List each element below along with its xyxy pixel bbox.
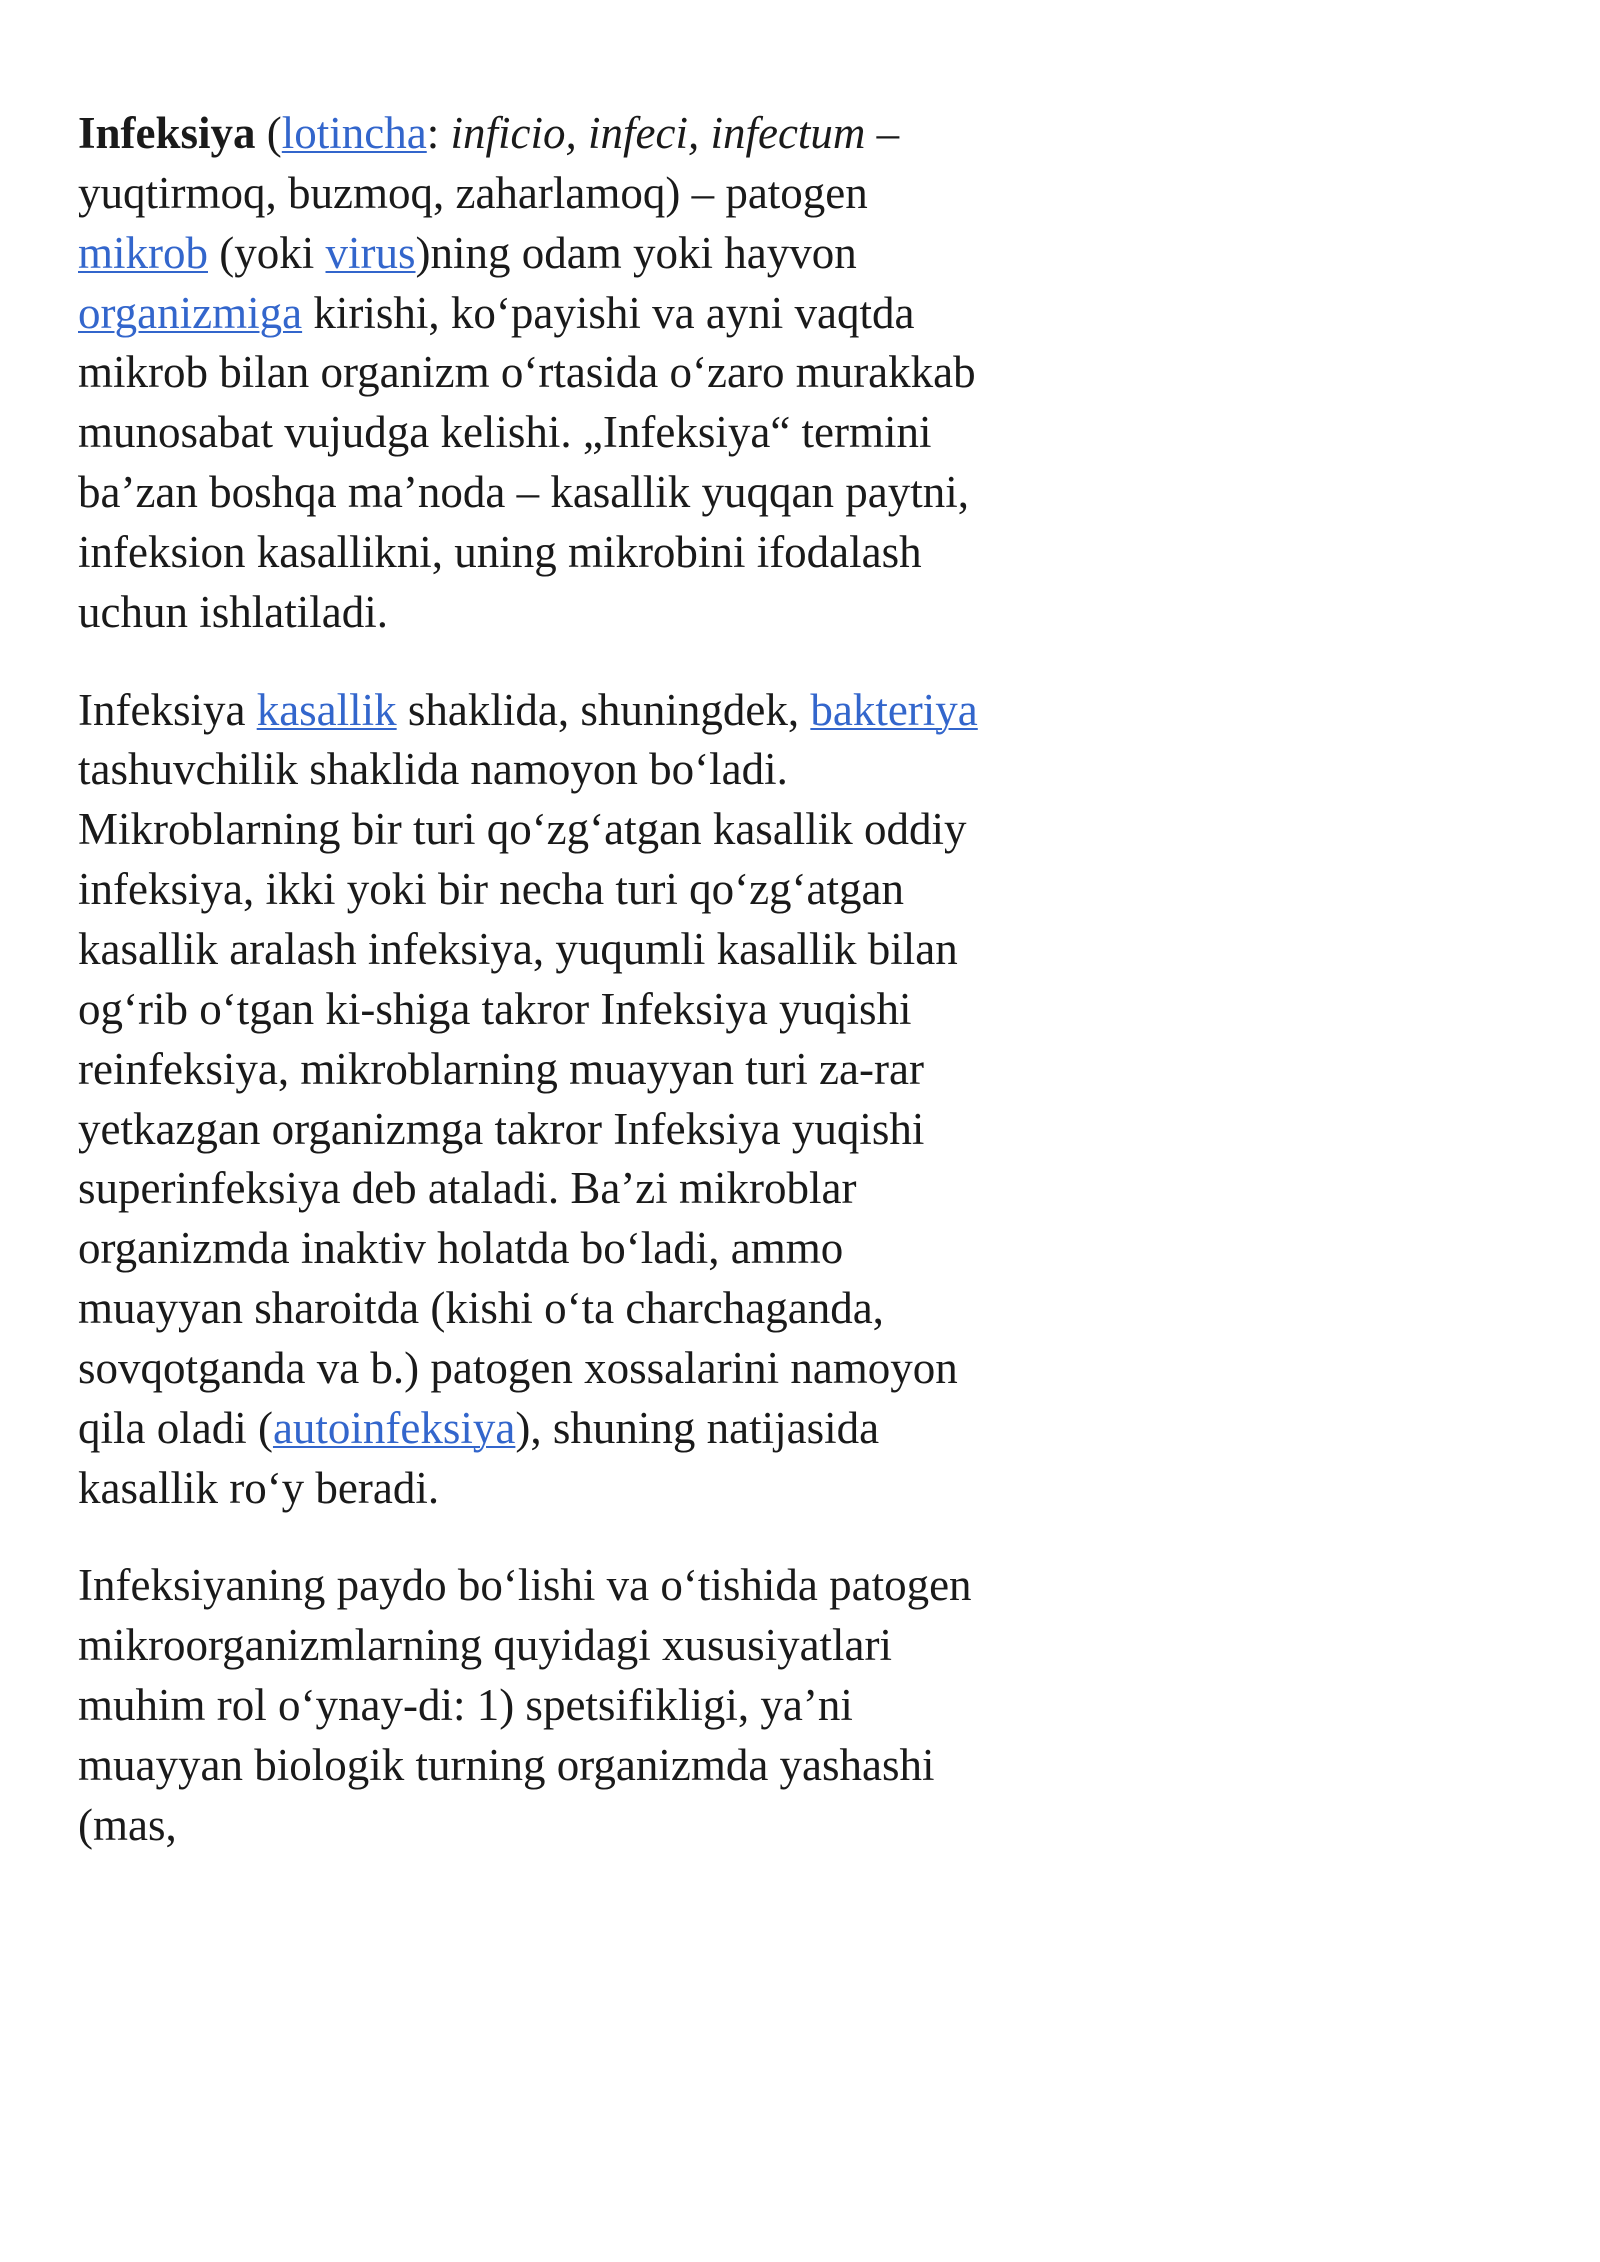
- wiki-link-kasallik[interactable]: kasallik: [256, 684, 397, 735]
- body-text: ), shuning natijasida kasallik ro‘y beradi.: [78, 1402, 880, 1513]
- article-body: [78, 104, 978, 1856]
- wiki-link-virus[interactable]: virus: [325, 227, 416, 278]
- paragraph-forms: [78, 681, 978, 1519]
- paragraph-definition: [78, 104, 978, 643]
- body-text: )ning odam yoki hayvon: [415, 227, 857, 278]
- body-text: Infeksiyaning paydo bo‘lishi va o‘tishida patogen mikroorganizmlarning quyidagi xususiyatlari muhim rol o‘ynay-di: 1) spetsifikligi, ya’ni muayyan biologik turning organizmda yashashi (mas,: [78, 1560, 972, 1850]
- wiki-link-lotincha[interactable]: lotincha: [281, 108, 427, 158]
- term-headword: Infeksiya: [78, 108, 256, 158]
- body-text: (yoki: [208, 227, 326, 278]
- latin-etymology: inficio, infeci, infectum: [450, 108, 866, 158]
- body-text: tashuvchilik shaklida namoyon bo‘ladi. Mikroblarning bir turi qo‘zg‘atgan kasallik oddiy infeksiya, ikki yoki bir necha turi qo‘zg‘atgan kasallik aralash infeksiya, yuqumli kasallik bilan og‘rib o‘tgan ki-shiga takror Infeksiya yuqishi reinfeksiya, mikroblarning muayyan turi za-rar yetkazgan organizmga takror Infeksiya yuqishi superinfeksiya deb ataladi. Ba’zi mikroblar organizmda inaktiv holatda bo‘ladi, ammo muayyan sharoitda (kishi o‘ta charchaganda, sovqotganda va b.) patogen xossalarini namoyon qila oladi (: [78, 744, 967, 1453]
- wiki-link-autoinfeksiya[interactable]: autoinfeksiya: [272, 1402, 516, 1453]
- wiki-link-bakteriya[interactable]: bakteriya: [810, 684, 978, 735]
- wiki-link-organizmiga[interactable]: organizmiga: [78, 287, 303, 338]
- body-text: (: [255, 108, 282, 158]
- body-text: – yuqtirmoq, buzmoq, zaharlamoq) – patogen: [78, 108, 900, 218]
- body-text: Infeksiya: [78, 684, 257, 735]
- body-text: :: [426, 108, 451, 158]
- wiki-link-mikrob[interactable]: mikrob: [78, 227, 208, 278]
- paragraph-properties: [78, 1556, 978, 1855]
- body-text: shaklida, shuningdek,: [396, 684, 811, 735]
- body-text: kirishi, ko‘payishi va ayni vaqtda mikrob bilan organizm o‘rtasida o‘zaro murakkab munosabat vujudga kelishi. „Infeksiya“ termini ba’zan boshqa ma’noda – kasallik yuqqan paytni, infeksion kasallikni, uning mikrobini ifodalash uchun ishlatiladi.: [78, 287, 976, 637]
